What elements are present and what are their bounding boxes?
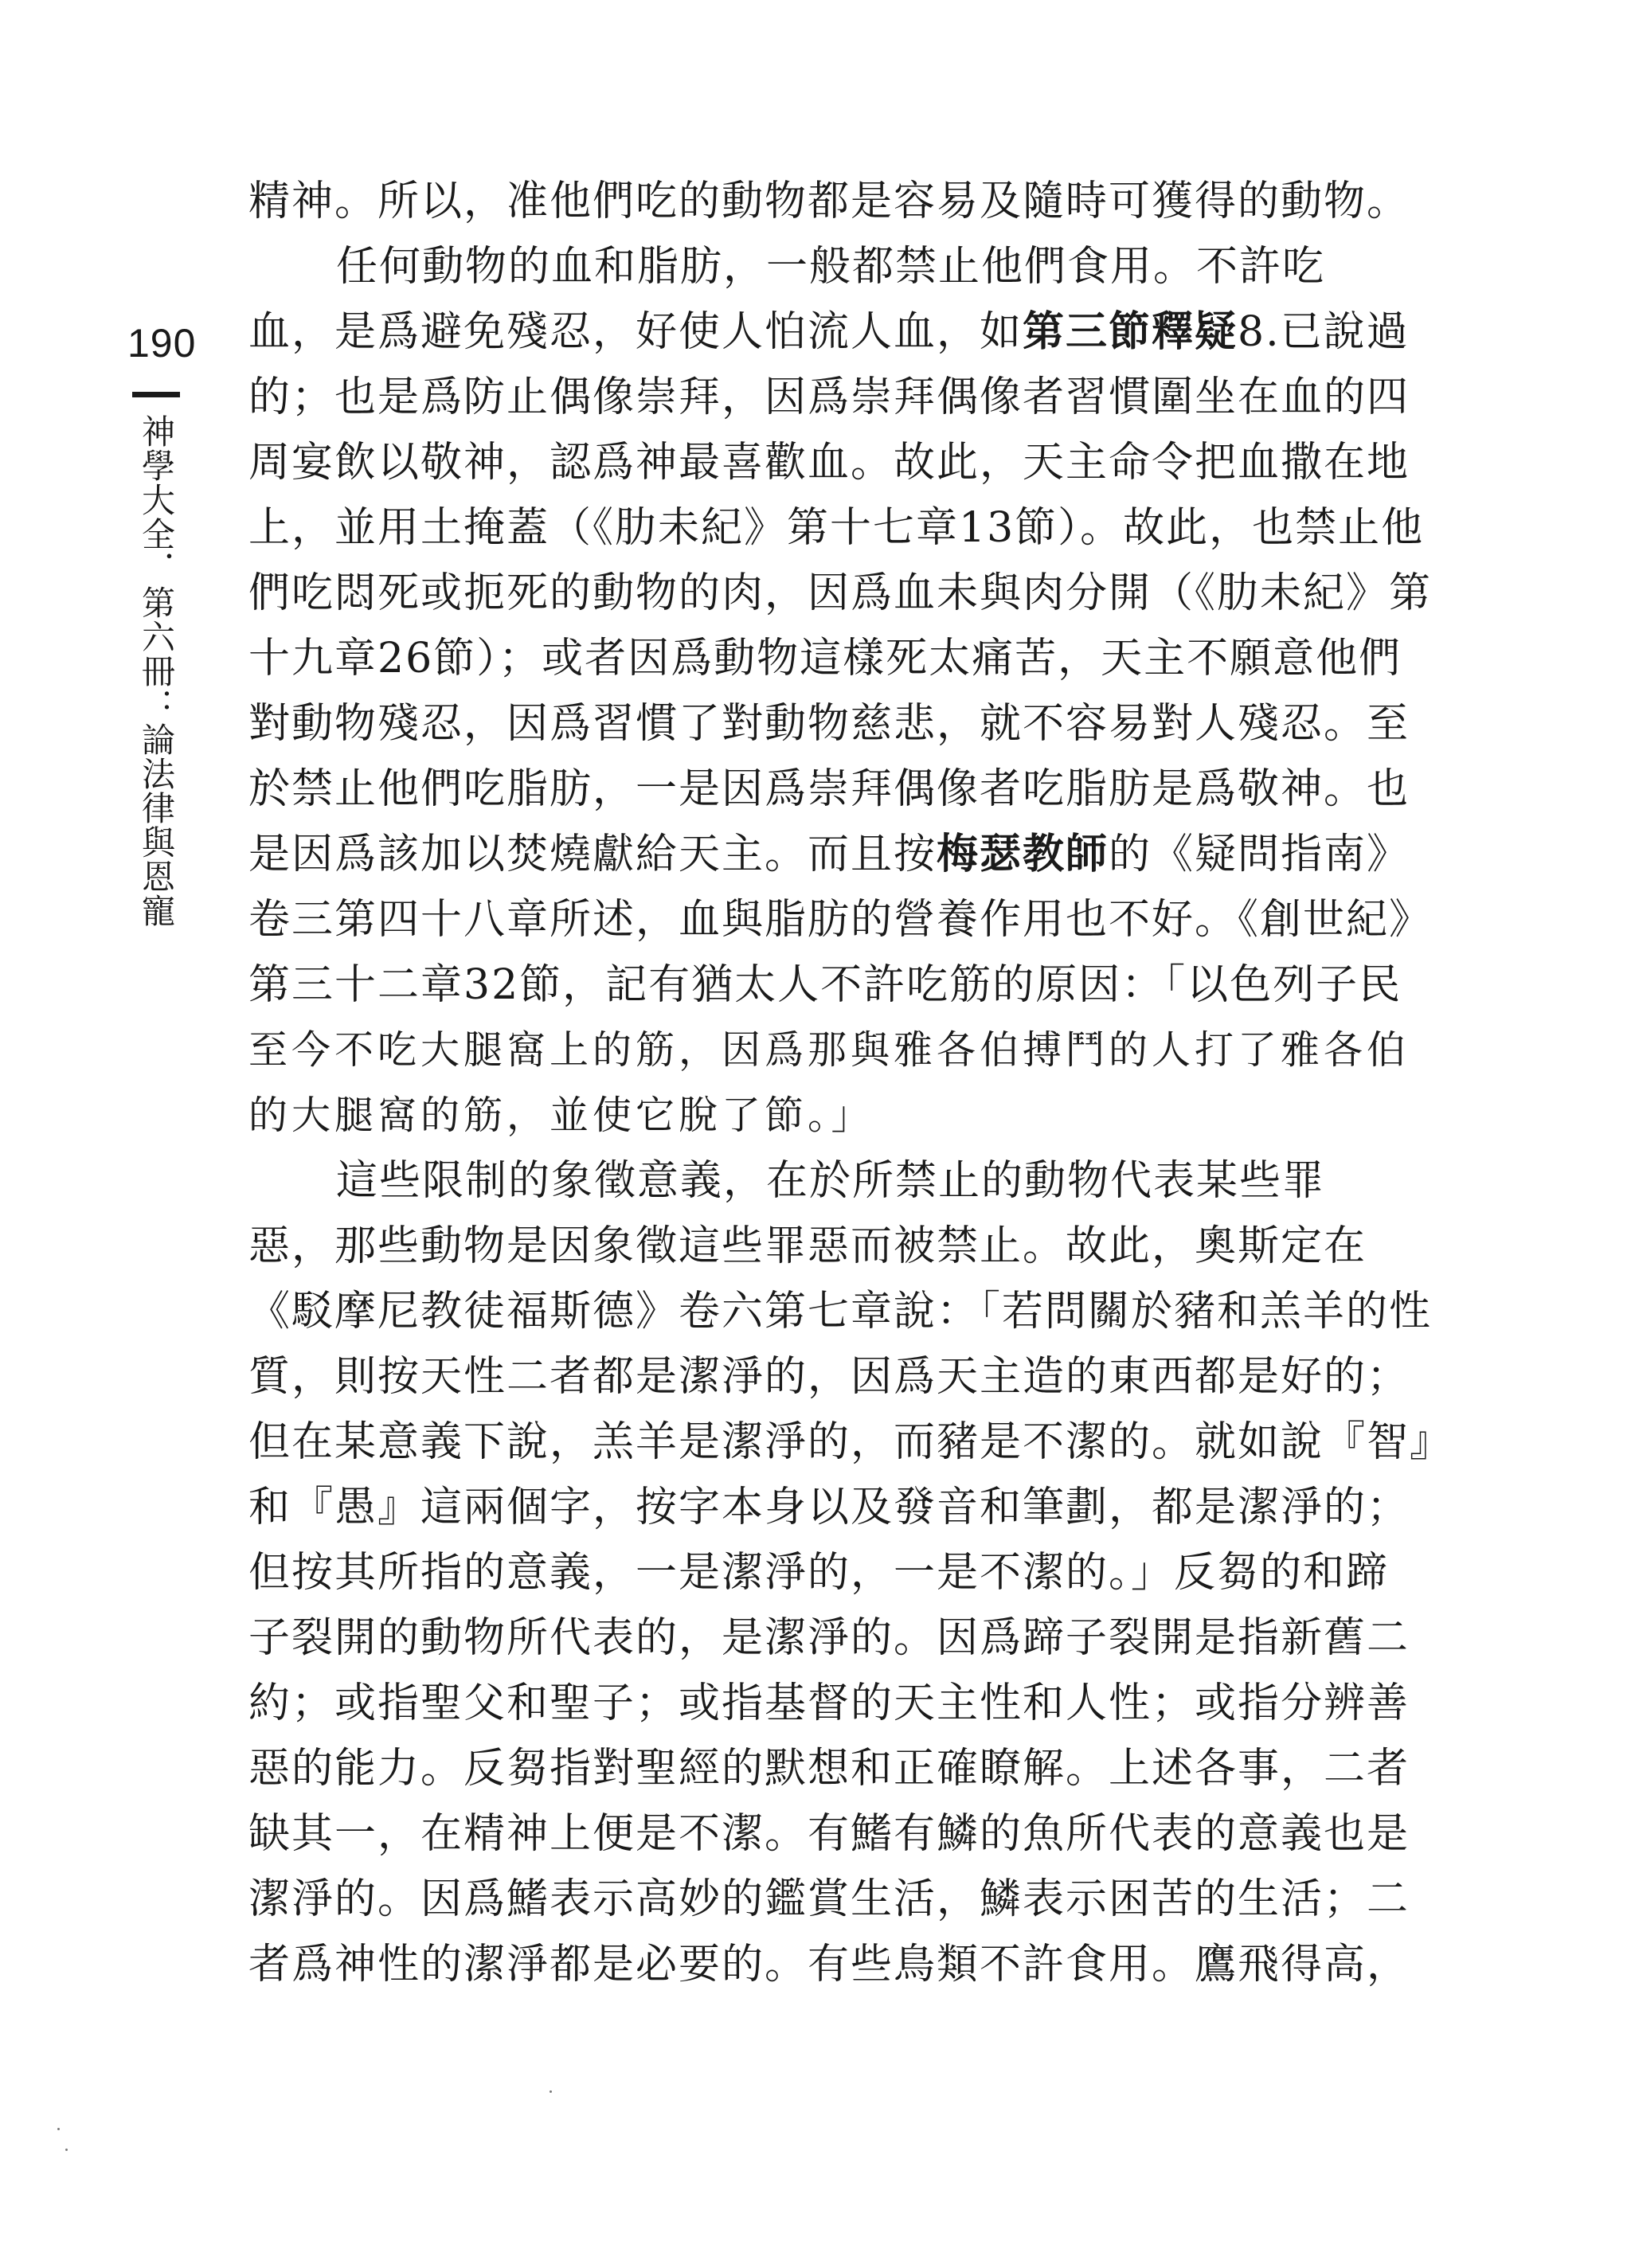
text-line: 的；也是爲防止偶像崇拜，因爲崇拜偶像者習慣圍坐在血的四	[248, 373, 1410, 421]
body-text	[248, 169, 1453, 1997]
scan-speck	[65, 2149, 68, 2151]
running-title: 神學大全．第六冊：論法律與恩寵	[137, 414, 176, 928]
text-line: 十九章26節）；或者因爲動物這樣死太痛苦，天主不願意他們	[248, 635, 1402, 682]
text-line: 質，則按天性二者都是潔淨的，因爲天主造的東西都是好的；	[248, 1353, 1410, 1401]
text-line: 這些限制的象徵意義，在於所禁止的動物代表某些罪	[336, 1157, 1326, 1205]
text-line: 上，並用土掩蓋（《肋未紀》第十七章13節）。故此，也禁止他	[248, 504, 1425, 552]
text-run: 8.已說過	[1238, 308, 1410, 356]
scan-speck	[57, 2128, 60, 2130]
text-line: 於禁止他們吃脂肪，一是因爲崇拜偶像者吃脂肪是爲敬神。也	[248, 765, 1410, 813]
text-line-mixed	[248, 299, 1411, 365]
text-line: 卷三第四十八章所述，血與脂肪的營養作用也不好。《創世紀》	[248, 896, 1433, 944]
cross-reference: 第三節釋疑	[1023, 307, 1238, 356]
header-rule	[132, 392, 180, 397]
text-line: 惡的能力。反芻指對聖經的默想和正確瞭解。上述各事，二者	[248, 1745, 1410, 1793]
text-line: 任何動物的血和脂肪，一般都禁止他們食用。不許吃	[336, 243, 1326, 291]
text-line: 惡，那些動物是因象徵這些罪惡而被禁止。故此，奧斯定在	[248, 1222, 1367, 1270]
text-line: 子裂開的動物所代表的，是潔淨的。因爲蹄子裂開是指新舊二	[248, 1614, 1410, 1662]
text-line-mixed	[248, 822, 1411, 887]
text-line: 和『愚』這兩個字，按字本身以及發音和筆劃，都是潔淨的；	[248, 1484, 1410, 1531]
text-line: 缺其一，在精神上便是不潔。有鰭有鱗的魚所代表的意義也是	[248, 1810, 1410, 1858]
text-line: 但按其所指的意義，一是潔淨的，一是不潔的。」反芻的和蹄	[248, 1549, 1390, 1597]
text-line: 對動物殘忍，因爲習慣了對動物慈悲，就不容易對人殘忍。至	[248, 700, 1410, 748]
scan-speck	[550, 2090, 552, 2093]
author-name: 梅瑟教師	[937, 830, 1109, 878]
text-line: 周宴飲以敬神，認爲神最喜歡血。故此，天主命令把血撒在地	[248, 439, 1410, 487]
text-line: 約；或指聖父和聖子；或指基督的天主性和人性；或指分辨善	[248, 1679, 1410, 1727]
text-line: 第三十二章32節，記有猶太人不許吃筋的原因：「以色列子民	[248, 961, 1402, 1009]
text-line: 精神。所以，准他們吃的動物都是容易及隨時可獲得的動物。	[248, 178, 1410, 225]
text-run: 血，是爲避免殘忍，好使人怕流人血，如	[248, 308, 1023, 356]
quote-line: 至今不吃大腿窩上的筋，因爲那與雅各伯搏鬥的人打了雅各伯	[248, 1027, 1410, 1073]
text-line: 們吃悶死或扼死的動物的肉，因爲血未與肉分開（《肋未紀》第	[248, 569, 1433, 617]
text-line: 《駁摩尼教徒福斯德》卷六第七章說：「若問關於豬和羔羊的性	[248, 1288, 1433, 1335]
text-line: 但在某意義下說，羔羊是潔淨的，而豬是不潔的。就如說『智』	[248, 1418, 1453, 1466]
quote-line: 的大腿窩的筋，並使它脫了節。」	[248, 1093, 874, 1138]
text-run: 是因爲該加以焚燒獻給天主。而且按	[248, 831, 937, 878]
text-line: 潔淨的。因爲鰭表示高妙的鑑賞生活，鱗表示困苦的生活；二	[248, 1875, 1410, 1923]
text-line: 者爲神性的潔淨都是必要的。有些鳥類不許食用。鷹飛得高，	[248, 1941, 1410, 1988]
text-run: 的《疑問指南》	[1109, 831, 1410, 878]
page-number: 190	[127, 321, 197, 366]
